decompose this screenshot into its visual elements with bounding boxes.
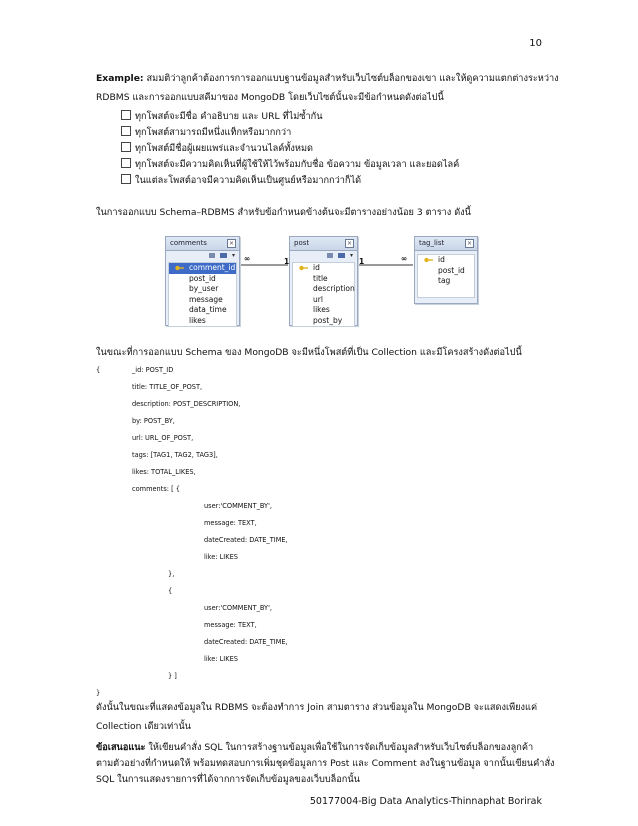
code-line: user:'COMMENT_BY', <box>204 604 272 612</box>
table-title: post <box>294 239 310 247</box>
dropdown-icon: ▾ <box>349 252 353 259</box>
suggestion-paragraph <box>96 740 533 756</box>
table-field: id <box>293 263 354 274</box>
suggestion-line1: ให้เขียนคำสั่ง SQL ในการสร้างฐานข้อมูลเพื่อใช้ในการจัดเก็บข้อมูลสำหรับเว็บไซต์บล็อกของลูกค้า <box>145 742 534 753</box>
table-field-empty <box>418 287 474 297</box>
close-icon: × <box>228 240 235 247</box>
table-field: likes <box>313 305 330 314</box>
table-field: post_by <box>313 315 343 325</box>
example-paragraph <box>96 71 559 106</box>
list-item: ทุกโพสต์จะมีชื่อ คำอธิบาย และ URL ที่ไม่ซ้ำกัน <box>121 109 459 125</box>
relation-many-symbol: ∞ <box>401 254 408 263</box>
table-field: title <box>313 273 328 283</box>
close-icon: × <box>466 240 473 247</box>
code-block-comment-2 <box>204 600 288 668</box>
code-line: user:'COMMENT_BY', <box>204 502 272 510</box>
checkbox-icon <box>121 126 131 136</box>
example-line1: สมมติว่าลูกค้าต้องการการออกแบบฐานข้อมูลสำหรับเว็บไซต์บล็อกของเขา และให้ดูความแตกต่างระหว่าง <box>143 73 559 84</box>
table-tag-list <box>414 236 478 304</box>
table-field: url <box>313 294 323 304</box>
table-title: comments <box>170 239 207 247</box>
code-line: tags: [TAG1, TAG2, TAG3], <box>132 451 218 459</box>
key-icon <box>175 265 184 271</box>
code-line: dateCreated: DATE_TIME, <box>204 536 288 544</box>
page-number: 10 <box>529 38 542 49</box>
table-field: id <box>418 255 474 266</box>
table-icon <box>338 253 345 258</box>
footer-text: 50177004-Big Data Analytics-Thinnaphat Borirak <box>309 796 542 807</box>
rdbms-intro: ในการออกแบบ Schema–RDBMS สำหรับข้อกำหนดข้างต้นจะมีตารางอย่างน้อย 3 ตาราง ดังนี้ <box>96 207 471 218</box>
conclusion-paragraph <box>96 700 537 735</box>
code-brace-open: { <box>96 366 101 374</box>
conclusion-line2: Collection เดียวเท่านั้น <box>96 721 191 732</box>
code-line: message: TEXT, <box>204 621 257 629</box>
relation-one-symbol: 1 <box>359 257 365 266</box>
list-item: ในแต่ละโพสต์อาจมีความคิดเห็นเป็นศูนย์หรือมากกว่าก็ได้ <box>121 173 459 189</box>
table-field: by_user <box>189 284 219 293</box>
table-field: post_id <box>438 265 465 275</box>
code-line: } ] <box>168 672 177 680</box>
grid-icon <box>327 253 333 258</box>
table-toolbar <box>290 251 357 260</box>
table-field: description <box>313 284 355 293</box>
requirements-list <box>121 109 459 189</box>
code-line: by: POST_BY, <box>132 417 175 425</box>
table-field: comment_id <box>169 263 236 274</box>
table-title: tag_list <box>419 239 445 247</box>
checkbox-icon <box>121 142 131 152</box>
checkbox-icon <box>121 110 131 120</box>
dropdown-icon: ▾ <box>231 252 235 259</box>
code-line: }, <box>168 570 175 578</box>
code-block-post <box>132 362 240 498</box>
code-line: url: URL_OF_POST, <box>132 434 194 442</box>
list-item: ทุกโพสต์มีชื่อผู้เผยแพร่และจำนวนไลค์ทั้งหมด <box>121 141 459 157</box>
code-line: dateCreated: DATE_TIME, <box>204 638 288 646</box>
code-line: comments: [ { <box>132 485 180 493</box>
checkbox-icon <box>121 158 131 168</box>
relation-one-symbol: 1 <box>284 257 290 266</box>
code-block-comment-1 <box>204 498 288 566</box>
table-post <box>289 236 358 326</box>
code-line: { <box>168 587 173 595</box>
suggestion-label: ข้อเสนอแนะ <box>96 742 146 753</box>
list-item: ทุกโพสต์จะมีความคิดเห็นที่ผู้ใช้ให้ไว้พร้อมกับชื่อ ข้อความ ข้อมูลเวลา และยอดไลค์ <box>121 157 459 173</box>
code-line: _id: POST_ID <box>132 366 174 374</box>
code-line: title: TITLE_OF_POST, <box>132 383 203 391</box>
key-icon <box>299 265 308 271</box>
code-line: likes: TOTAL_LIKES, <box>132 468 196 476</box>
table-field: likes <box>189 315 206 325</box>
mongo-intro: ในขณะที่การออกแบบ Schema ของ MongoDB จะมีหนึ่งโพสต์ที่เป็น Collection และมีโครงสร้างดังต่อไปนี้ <box>96 347 522 358</box>
example-label: Example: <box>96 73 144 84</box>
code-brace-close: } <box>96 689 101 697</box>
table-comments <box>165 236 240 326</box>
close-icon: × <box>346 240 353 247</box>
example-line2: RDBMS และการออกแบบสคีมาของ MongoDB โดยเว็บไซต์นั้นจะมีข้อกำหนดดังต่อไปนี้ <box>96 92 444 103</box>
table-icon <box>220 253 227 258</box>
conclusion-line1: ดังนั้นในขณะที่แสดงข้อมูลใน RDBMS จะต้องทำการ Join สามตาราง ส่วนข้อมูลใน MongoDB จะแสดงเพียงแค่ <box>96 702 538 713</box>
list-item: ทุกโพสต์สามารถมีหนึ่งแท็กหรือมากกว่า <box>121 125 459 141</box>
suggestion-line3: SQL ในการแสดงรายการที่ได้จากการจัดเก็บข้อมูลของเว็บบล็อกนั้น <box>96 774 360 785</box>
table-field: data_time <box>189 305 227 314</box>
key-icon <box>424 257 433 263</box>
relation-many-symbol: ∞ <box>244 254 251 263</box>
suggestion-line2: ตามตัวอย่างที่กำหนดให้ พร้อมทดสอบการเพิ่มชุดข้อมูลการ Post และ Comment ลงในฐานข้อมูล จากนั้นเขียนคำสั่ง <box>96 758 555 769</box>
code-line: message: TEXT, <box>204 519 257 527</box>
code-line: like: LIKES <box>204 553 238 561</box>
grid-icon <box>209 253 215 258</box>
er-diagram <box>165 232 477 330</box>
code-line: description: POST_DESCRIPTION, <box>132 400 241 408</box>
checkbox-icon <box>121 174 131 184</box>
code-line: like: LIKES <box>204 655 238 663</box>
table-field: tag <box>438 276 451 285</box>
table-field: message <box>189 294 223 304</box>
table-toolbar <box>166 251 239 260</box>
table-field: post_id <box>189 273 216 283</box>
